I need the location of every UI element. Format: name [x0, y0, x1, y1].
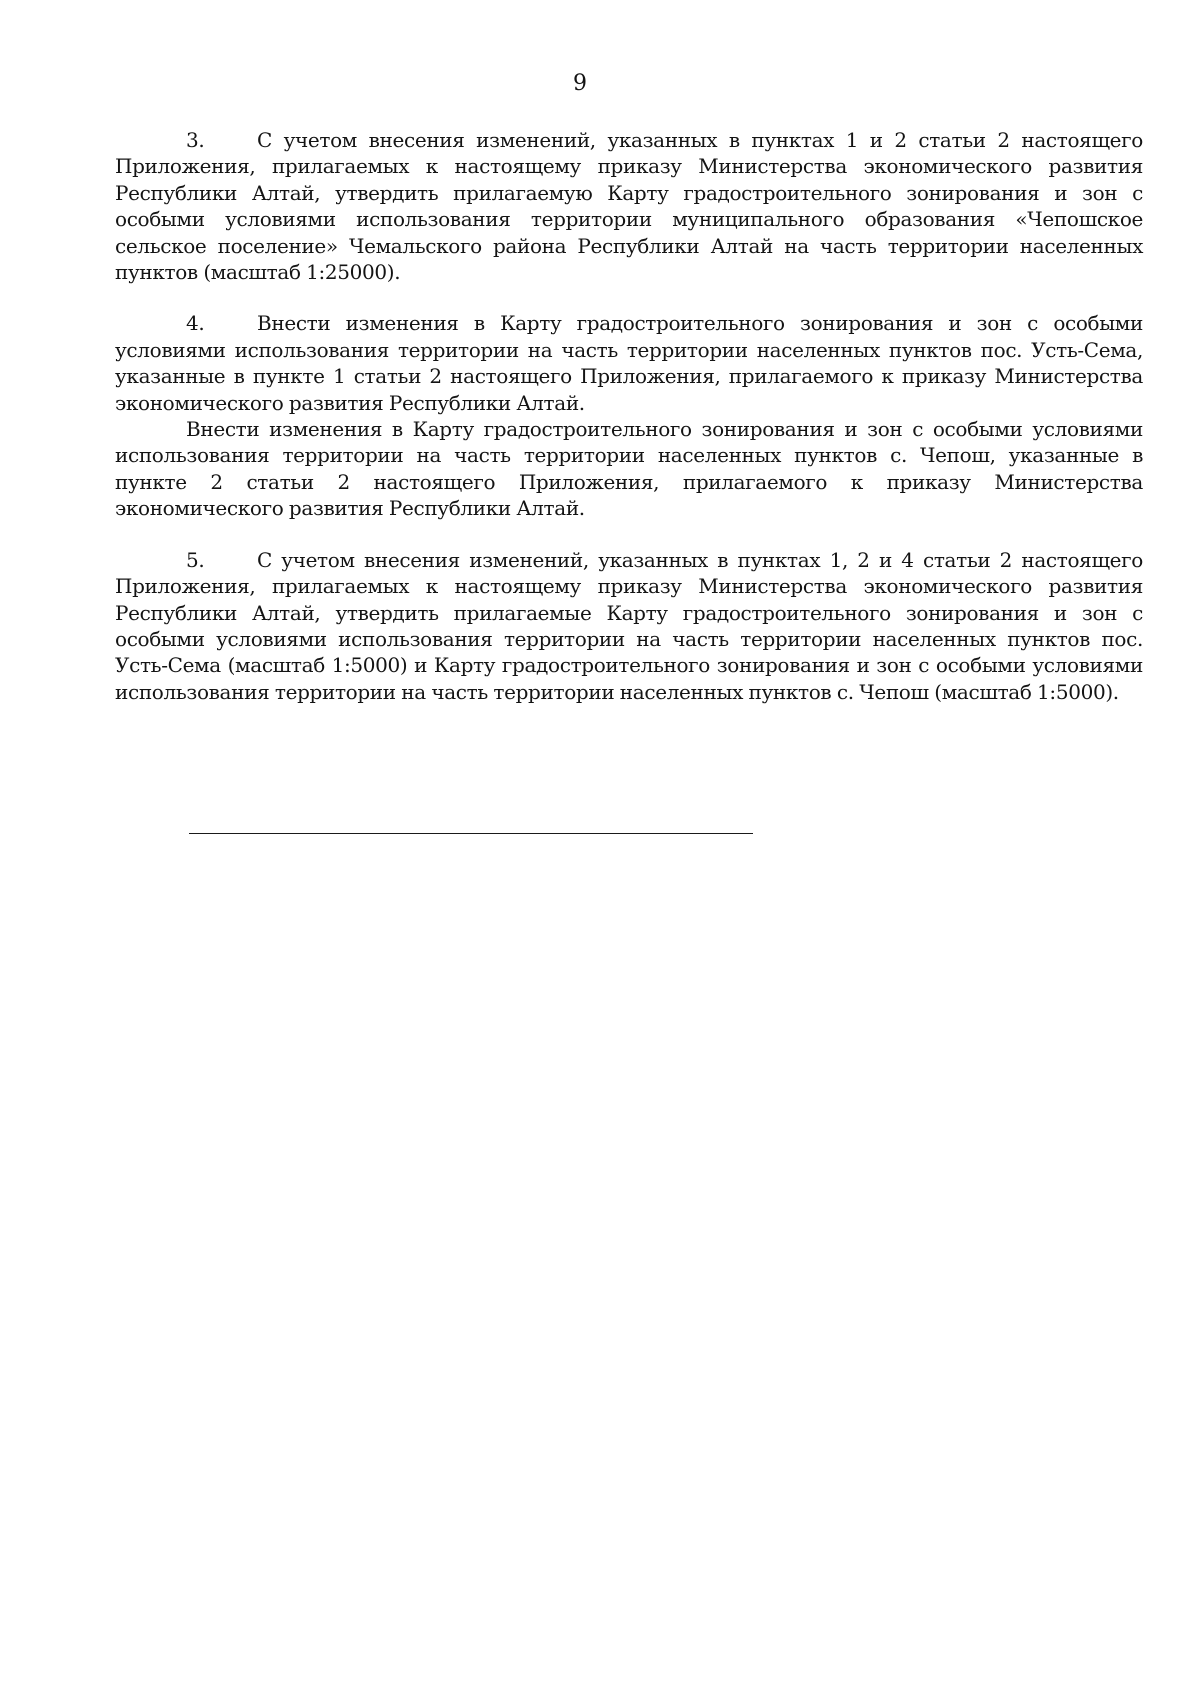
paragraph-item-4-continuation: Внести изменения в Карту градостроительного зонирования и зон с особыми условиями использования территории на часть территории населенных пунктов с. Чепош, указанные в пункте 2 статьи 2 настоящего Приложения, прилагаемого к приказу Министерства экономического развития Республики Алтай.: [115, 417, 1143, 521]
item-text: С учетом внесения изменений, указанных в пунктах 1 и 2 статьи 2 настоящего Приложения, прилагаемых к настоящему приказу Министерства экономического развития Республики Алтай, утвердить прилагаемую Карту градостроительного зонирования и зон с особыми условиями использования территории муниципального образования «Чепошское сельское поселение» Чемальского района Республики Алтай на часть территории населенных пунктов (масштаб 1:25000).: [115, 128, 1143, 285]
item-text: Внести изменения в Карту градостроительного зонирования и зон с особыми условиями использования территории на часть территории населенных пунктов пос. Усть-Сема, указанные в пункте 1 статьи 2 настоящего Приложения, прилагаемого к приказу Министерства экономического развития Республики Алтай.: [115, 311, 1143, 415]
item-number: 3.: [186, 128, 205, 152]
paragraph-item-5: [115, 547, 1143, 705]
item-text: С учетом внесения изменений, указанных в пунктах 1, 2 и 4 статьи 2 настоящего Приложения, прилагаемых к настоящему приказу Министерства экономического развития Республики Алтай, утвердить прилагаемые Карту градостроительного зонирования и зон с особыми условиями использования территории на часть территории населенных пунктов пос. Усть-Сема (масштаб 1:5000) и Карту градостроительного зонирования и зон с особыми условиями использования территории на часть территории населенных пунктов с. Чепош (масштаб 1:5000).: [115, 547, 1143, 704]
document-body: [115, 127, 1143, 705]
page-number: 9: [573, 71, 587, 96]
end-divider-line: [189, 833, 753, 834]
paragraph-item-4: [115, 310, 1143, 416]
item-number: 5.: [186, 547, 205, 572]
item-number: 4.: [186, 311, 205, 336]
paragraph-item-3: [115, 127, 1143, 285]
